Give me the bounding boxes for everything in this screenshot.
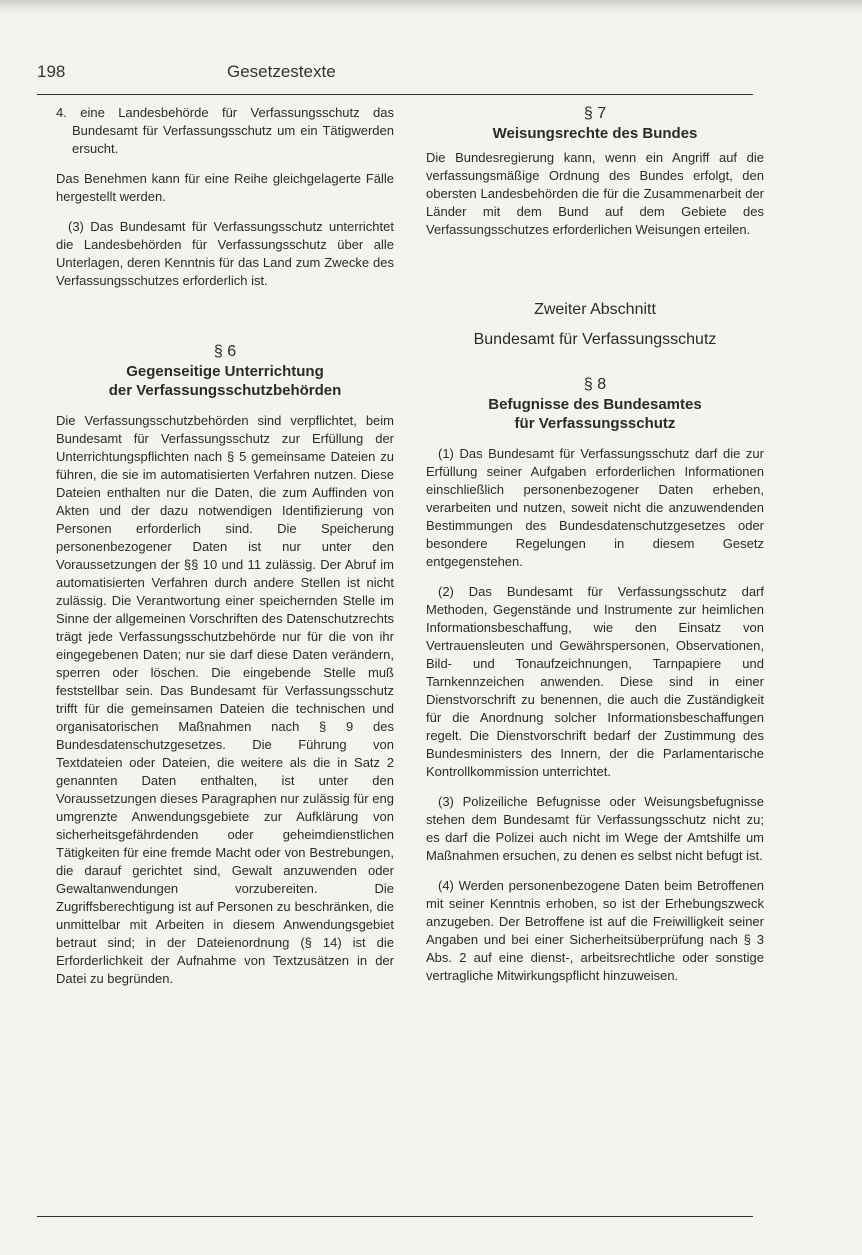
section-8-number: § 8 bbox=[583, 376, 607, 393]
section-6-number: § 6 bbox=[213, 343, 237, 360]
section-7-number: § 7 bbox=[583, 105, 607, 122]
page-number: 198 bbox=[37, 62, 66, 81]
section-6-title-line1: Gegenseitige Unterrichtung bbox=[126, 363, 324, 380]
section-7-body: Die Bundesregierung kann, wenn ein Angriff auf die verfassungsmäßige Ordnung des Bundes erfolgt, den obersten Landesbehörden die für die Zusammenarbeit der Länder mit dem Bund auf dem Gebiete des Verfassungsschutzes erforderlichen Weisungen erteilen. bbox=[426, 150, 764, 237]
chapter-label: Zweiter Abschnitt bbox=[534, 301, 656, 318]
scan-edge bbox=[0, 0, 862, 14]
section-8-title-line1: Befugnisse des Bundesamtes bbox=[488, 396, 702, 413]
paragraph-3: (3) Das Bundesamt für Verfassungsschutz unterrichtet die Landesbehörden für Verfassungsschutz über alle Unterlagen, deren Kenntnis für das Land zum Zwecke des Verfassungsschutzes erforderlich ist. bbox=[56, 219, 394, 288]
left-column bbox=[56, 104, 394, 988]
list-item-4: 4. eine Landesbehörde für Verfassungsschutz das Bundesamt für Verfassungsschutz um ein Tätigwerden ersucht. bbox=[56, 105, 394, 156]
section-8-title-line2: für Verfassungsschutz bbox=[514, 415, 676, 432]
section-8-paragraph-3: (3) Polizeiliche Befugnisse oder Weisungsbefugnisse stehen dem Bundesamt für Verfassungsschutz nicht zu; es darf die Polizei auch nicht im Wege der Amtshilfe um Maßnahmen ersuchen, zu denen es selbst nicht befugt ist. bbox=[426, 794, 764, 863]
section-7-title: Weisungsrechte des Bundes bbox=[492, 125, 698, 142]
page-header bbox=[37, 60, 753, 95]
paragraph-benehmen: Das Benehmen kann für eine Reihe gleichgelagerte Fälle hergestellt werden. bbox=[56, 171, 394, 204]
section-8-paragraph-1: (1) Das Bundesamt für Verfassungsschutz darf die zur Erfüllung seiner Aufgaben erforderlichen Informationen einschließlich personenbezogener Daten erheben, verarbeiten und nutzen, soweit nicht die anzuwendenden Bestimmungen des Bundesdatenschutzgesetzes oder besondere Regelungen in diesem Gesetz entgegenstehen. bbox=[426, 446, 764, 569]
chapter-title: Bundesamt für Verfassungsschutz bbox=[473, 331, 717, 348]
running-title: Gesetzestexte bbox=[227, 62, 336, 81]
section-8-paragraph-4: (4) Werden personenbezogene Daten beim Betroffenen mit seiner Kenntnis erhoben, so ist der Erhebungszweck anzugeben. Der Betroffene ist auf die Freiwilligkeit seiner Angaben und bei einer Sicherheitsüberprüfung nach § 3 Abs. 2 auf eine dienst-, arbeitsrechtliche oder sonstige vertragliche Mitwirkungspflicht hinzuweisen. bbox=[426, 878, 764, 983]
footer-rule bbox=[37, 1216, 753, 1217]
section-6-title-line2: der Verfassungsschutzbehörden bbox=[108, 382, 342, 399]
section-8-paragraph-2: (2) Das Bundesamt für Verfassungsschutz darf Methoden, Gegenstände und Instrumente zur heimlichen Informationsbeschaffung, wie den Einsatz von Vertrauensleuten und Gewährspersonen, Observationen, Bild- und Tonaufzeichnungen, Tarnpapiere und Tarnkennzeichen anwenden. Diese sind in einer Dienstvorschrift zu benennen, die auch die Zuständigkeit für die Anordnung solcher Informationsbeschaffungen regelt. Die Dienstvorschrift bedarf der Zustimmung des Bundesministers des Innern, der die Parlamentarische Kontrollkommission unterrichtet. bbox=[426, 584, 764, 779]
section-6-body: Die Verfassungsschutzbehörden sind verpflichtet, beim Bundesamt für Verfassungsschutz zur Erfüllung der Unterrichtungspflichten nach § 5 gemeinsame Dateien zu führen, die sie im automatisierten Verfahren nutzen. Diese Dateien enthalten nur die Daten, die zum Auffinden von Akten und der dazu notwendigen Identifizierung von Personen erforderlich sind. Die Speicherung personenbezogener Daten ist nur unter den Voraussetzungen der §§ 10 und 11 zulässig. Der Abruf im automatisierten Verfahren durch andere Stellen ist nicht zulässig. Die Verantwortung einer speichernden Stelle im Sinne der allgemeinen Vorschriften des Datenschutzrechts trägt jede Verfassungsschutzbehörde nur für die von ihr eingegebenen Daten; nur sie darf diese Daten verändern, sperren oder löschen. Die eingebende Stelle muß feststellbar sein. Das Bundesamt für Verfassungsschutz trifft für die gemeinsamen Dateien die technischen und organisatorischen Maßnahmen nach § 9 des Bundesdatenschutzgesetzes. Die Führung von Textdateien oder Dateien, die weitere als die in Satz 2 genannten Daten enthalten, ist unter den Voraussetzungen dieses Paragraphen nur zulässig für eng umgrenzte Anwendungsgebiete zur Aufklärung von sicherheitsgefährdenden oder geheimdienstlichen Tätigkeiten für eine fremde Macht oder von Bestrebungen, die darauf gerichtet sind, Gewalt anzuwenden oder Gewaltanwendungen vorzubereiten. Die Zugriffsberechtigung ist auf Personen zu beschränken, die unmittelbar mit Arbeiten in diesem Anwendungsgebiet betraut sind; in der Dateienordnung (§ 14) ist die Erforderlichkeit der Aufnahme von Textzusätzen in der Datei zu begründen. bbox=[56, 413, 394, 986]
right-column bbox=[426, 104, 764, 985]
